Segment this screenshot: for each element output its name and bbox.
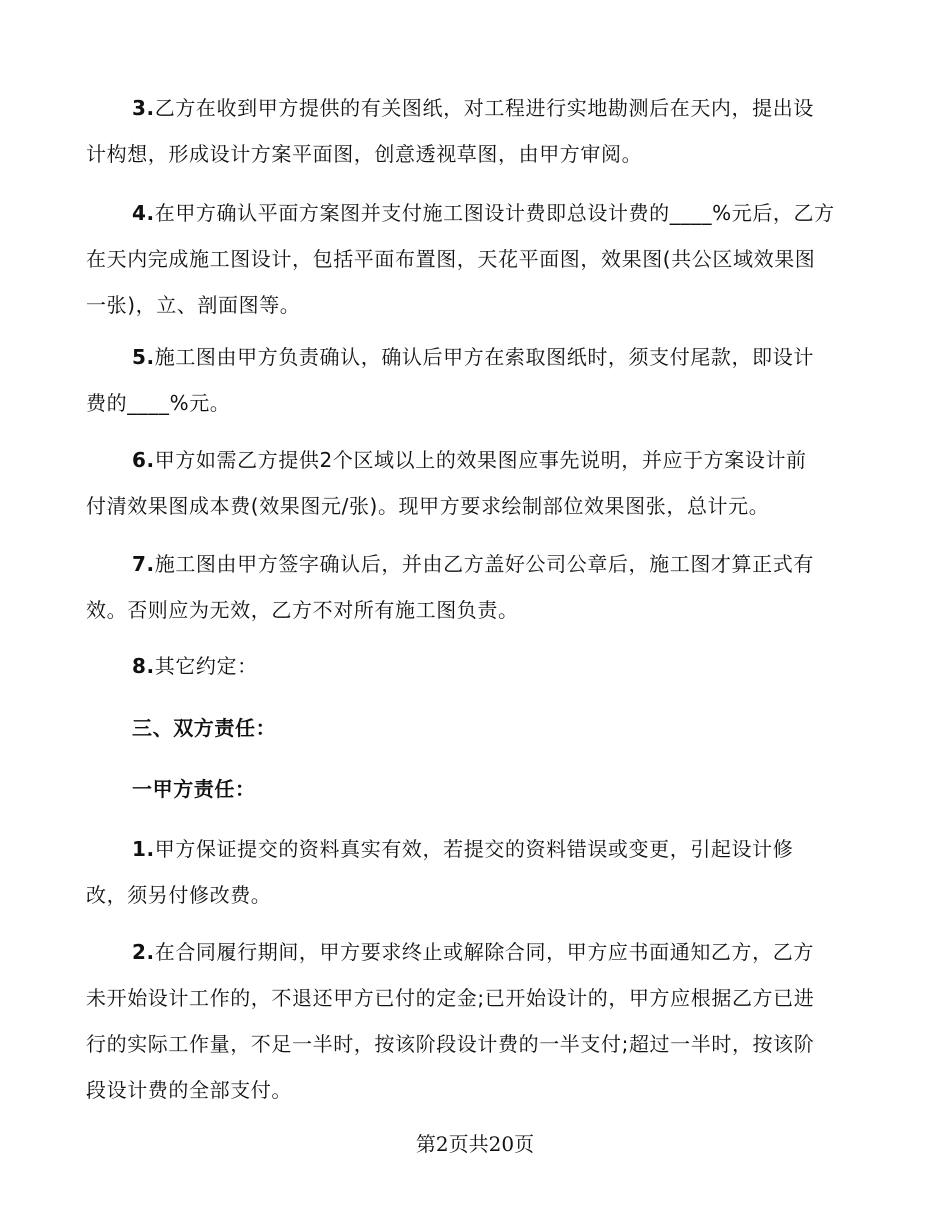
clause-number: 7. (132, 552, 155, 576)
clause-7 (86, 541, 856, 633)
clause-text-line: 施工图由甲方签字确认后，并由乙方盖好公司公章后，施工图才算正式有 (154, 552, 814, 576)
clause-number: 2. (132, 940, 155, 964)
clause-number: 6. (132, 448, 155, 472)
clause-text-line: 施工图由甲方负责确认，确认后甲方在索取图纸时，须支付尾款，即设计 (154, 345, 814, 369)
clause-text-line: 改，须另付修改费。 (86, 883, 272, 907)
clause-text-line: 甲方保证提交的资料真实有效，若提交的资料错误或变更，引起设计修 (154, 837, 794, 861)
clause-text-line: 费的____%元。 (86, 391, 231, 415)
page-number-footer: 第2页共20页 (415, 1132, 535, 1156)
clause-6 (86, 437, 856, 529)
clause-text-line: 乙方在收到甲方提供的有关图纸，对工程进行实地勘测后在天内，提出设 (154, 96, 814, 120)
responsibility-1 (86, 826, 856, 918)
clause-number: 8. (132, 654, 155, 678)
clause-text-line: 甲方如需乙方提供2个区域以上的效果图应事先说明，并应于方案设计前 (154, 448, 807, 472)
section-heading: 三、双方责任： (132, 716, 277, 740)
clause-text-line: 在合同履行期间，甲方要求终止或解除合同，甲方应书面通知乙方，乙方 (154, 940, 814, 964)
clause-text-line: 计构想，形成设计方案平面图，创意透视草图，由甲方审阅。 (86, 142, 643, 166)
clause-text-line: 付清效果图成本费(效果图元/张)。现甲方要求绘制部位效果图张，总计元。 (86, 494, 770, 518)
clause-number: 1. (132, 837, 155, 861)
clause-text-line: 一张)，立、剖面图等。 (86, 293, 301, 317)
clause-text-line: 其它约定： (154, 654, 258, 678)
responsibility-2 (86, 929, 856, 1113)
clause-text-line: 行的实际工作量，不足一半时，按该阶段设计费的一半支付;超过一半时，按该阶 (86, 1032, 815, 1056)
clause-text-line: 在甲方确认平面方案图并支付施工图设计费即总设计费的____%元后，乙方 (154, 201, 835, 225)
clause-text-line: 在天内完成施工图设计，包括平面布置图，天花平面图，效果图(共公区域效果图 (86, 247, 816, 271)
clause-text-line: 未开始设计工作的，不退还甲方已付的定金;已开始设计的，甲方应根据乙方已进 (86, 986, 815, 1010)
clause-5 (86, 334, 856, 426)
clause-number: 5. (132, 345, 155, 369)
clause-4 (86, 190, 856, 328)
clause-3 (86, 85, 856, 177)
clause-number: 3. (132, 96, 155, 120)
clause-text-line: 段设计费的全部支付。 (86, 1078, 292, 1102)
clause-text-line: 效。否则应为无效，乙方不对所有施工图负责。 (86, 598, 519, 622)
clause-number: 4. (132, 201, 155, 225)
subsection-heading: 一甲方责任： (132, 777, 256, 801)
clause-8 (86, 643, 856, 689)
